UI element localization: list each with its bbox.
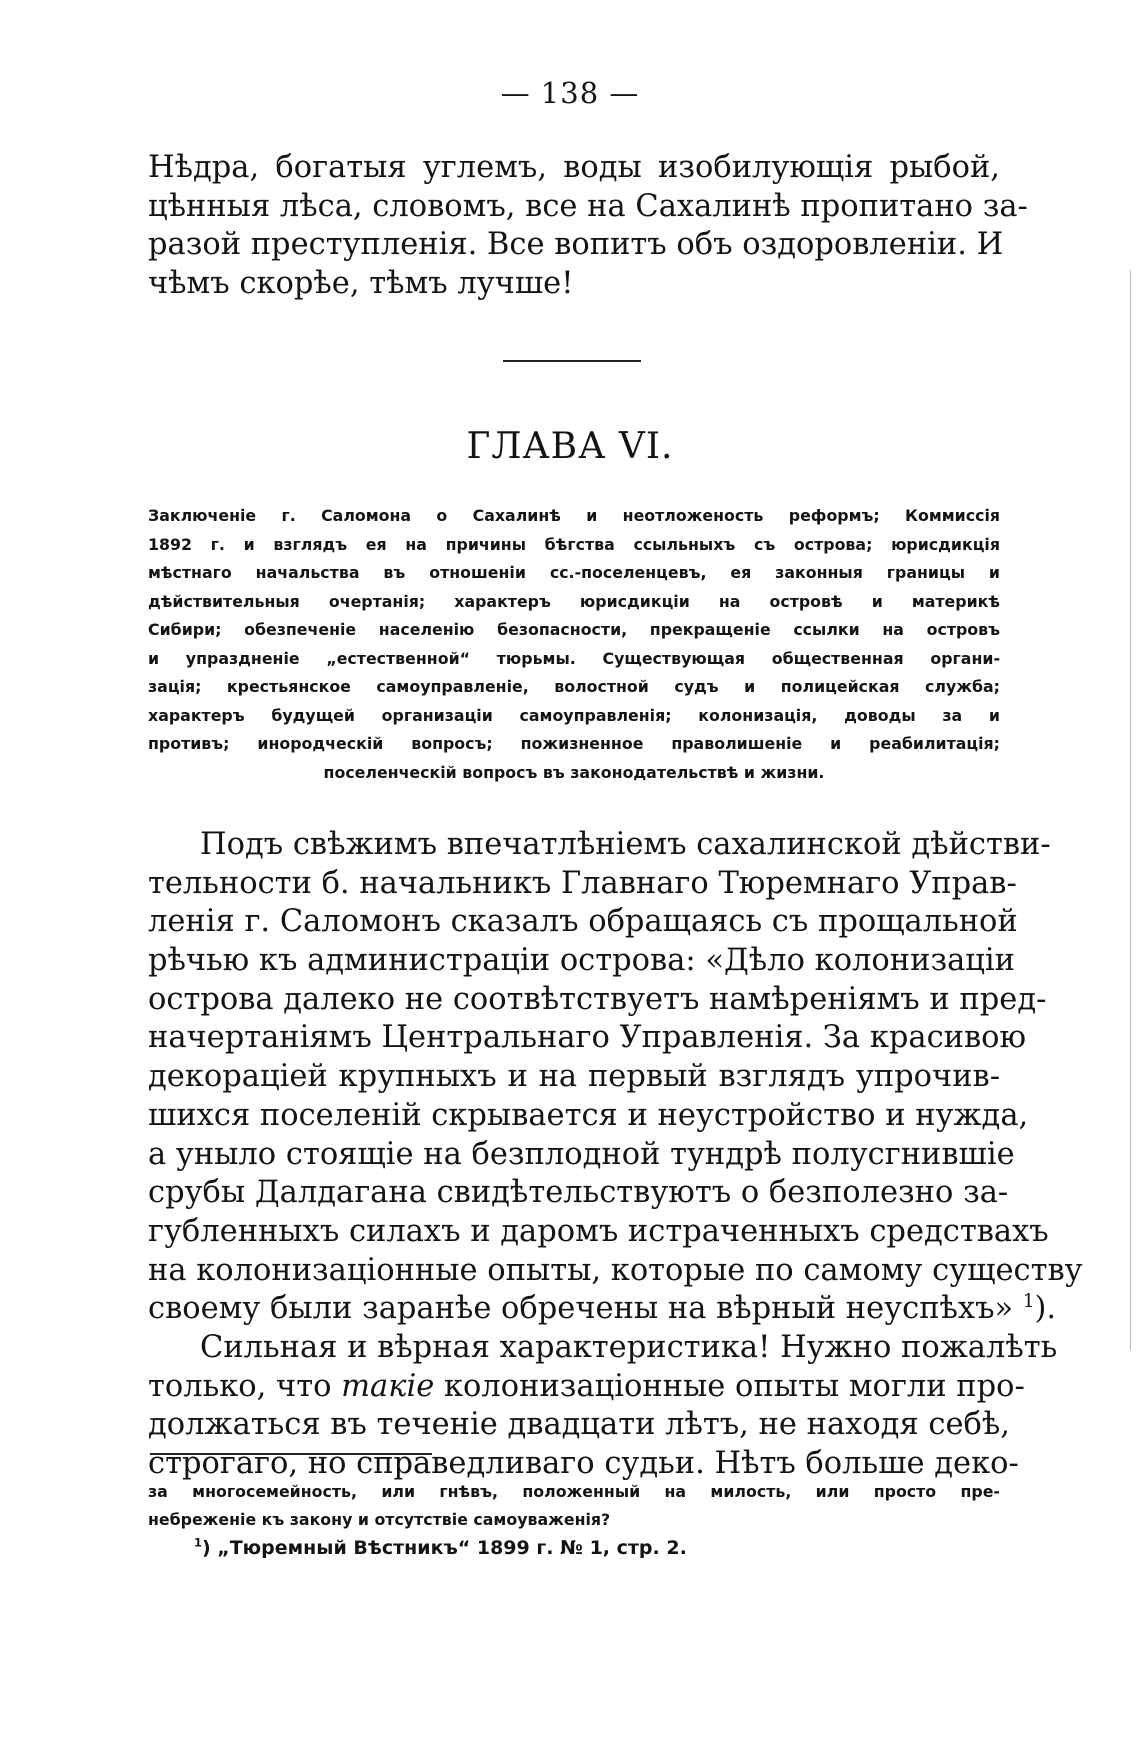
intro-line: цѣнныя лѣса, словомъ, все на Сахалинѣ пропитано за-	[148, 188, 1028, 224]
footnote-rule	[150, 1453, 432, 1455]
body-text	[148, 826, 1083, 1484]
summary-line: зація; крестьянское самоуправленіе, волостной судъ и полицейская служба;	[148, 677, 1000, 696]
section-separator	[503, 360, 641, 362]
footnote-line: за многосемейность, или гнѣвъ, положенный на милость, или просто пре-	[148, 1482, 1000, 1501]
footnote-text: ) „Тюремный Вѣстникъ“ 1899 г. № 1, стр. 2.	[201, 1537, 687, 1559]
summary-line: и упраздненіе „естественной“ тюрьмы. Существующая общественная органи-	[148, 648, 1000, 668]
body-line: срубы Далдагана свидѣтельствуютъ о безполезно за-	[148, 1175, 1009, 1211]
footnote-1	[148, 1534, 1000, 1562]
summary-line: мѣстнаго начальства въ отношеніи сс.-поселенцевъ, ея законныя границы и	[148, 563, 1000, 582]
body-line: на колонизаціонные опыты, которые по самому существу	[148, 1252, 1083, 1288]
body-line-part: колонизаціонные опыты могли про-	[434, 1368, 1025, 1404]
intro-line: разой преступленія. Все вопитъ объ оздоровленіи. И	[148, 227, 1004, 263]
body-line-part: только, что	[148, 1368, 342, 1404]
body-line	[148, 1368, 1025, 1407]
footnote-line: небреженіе къ закону и отсутствіе самоуваженія?	[148, 1510, 611, 1529]
body-last-text: своему были заранѣе обречены на вѣрный неуспѣхъ»	[148, 1291, 1014, 1327]
footnote-mark: 1	[194, 1535, 202, 1550]
body-line: декораціей крупныхъ и на первый взглядъ упрочив-	[148, 1059, 1000, 1095]
chapter-title: ГЛАВА VI.	[466, 426, 674, 467]
body-line: Подъ свѣжимъ впечатлѣніемъ сахалинской дѣйстви-	[200, 827, 1051, 862]
summary-line: противъ; инородческій вопросъ; пожизненное праволишеніе и реабилитація;	[148, 734, 1000, 753]
body-line: шихся поселеній скрывается и неустройство и нужда,	[148, 1097, 1029, 1133]
body-line: губленныхъ силахъ и даромъ истраченныхъ средствахъ	[148, 1213, 1049, 1249]
italic-emphasis: такіе	[341, 1368, 435, 1404]
chapter-summary	[148, 502, 1000, 787]
footnotes	[148, 1478, 1000, 1562]
summary-line: поселенческій вопросъ въ законодательствѣ и жизни.	[323, 762, 825, 782]
body-line: Сильная и вѣрная характеристика! Нужно пожалѣть	[200, 1329, 1058, 1365]
body-line: должаться въ теченіе двадцати лѣтъ, не находя себѣ,	[148, 1407, 1010, 1443]
footnote-ref: 1	[1022, 1291, 1035, 1313]
body-line: тельности б. начальникъ Главнаго Тюремнаго Управ-	[148, 865, 1017, 901]
summary-line: Сибири; обезпеченіе населенію безопасности, прекращеніе ссылки на островъ	[148, 620, 1000, 639]
intro-paragraph	[148, 149, 1028, 304]
summary-line: дѣйствительныя очертанія; характеръ юрисдикціи на островѣ и материкѣ	[148, 591, 1000, 611]
body-line: ленія г. Саломонъ сказалъ обращаясь съ прощальной	[148, 904, 1018, 940]
summary-line: Заключеніе г. Саломона о Сахалинѣ и неотложеность реформъ; Коммиссія	[148, 506, 1000, 525]
body-line-last	[148, 1290, 1057, 1329]
body-line: острова далеко не соотвѣтствуетъ намѣреніямъ и пред-	[148, 981, 1047, 1017]
summary-line: 1892 г. и взглядъ ея на причины бѣгства ссыльныхъ съ острова; юрисдикція	[148, 534, 1000, 554]
summary-line: характеръ будущей организаціи самоуправленія; колонизація, доводы за и	[148, 705, 1000, 725]
body-line: а уныло стоящіе на безплодной тундрѣ полусгнившіе	[148, 1136, 1015, 1172]
body-line: рѣчью къ администраціи острова: «Дѣло колонизаціи	[148, 943, 1015, 979]
body-line: строгаго, но справедливаго судьи. Нѣтъ больше деко-	[148, 1446, 1019, 1481]
intro-line: чѣмъ скорѣе, тѣмъ лучше!	[148, 266, 574, 302]
intro-line: Нѣдра, богатыя углемъ, воды изобилующія рыбой,	[148, 150, 1000, 185]
body-line: начертаніямъ Центральнаго Управленія. За красивою	[148, 1020, 1027, 1056]
body-last-end: ).	[1034, 1291, 1057, 1327]
page-number: — 138 —	[500, 76, 640, 110]
